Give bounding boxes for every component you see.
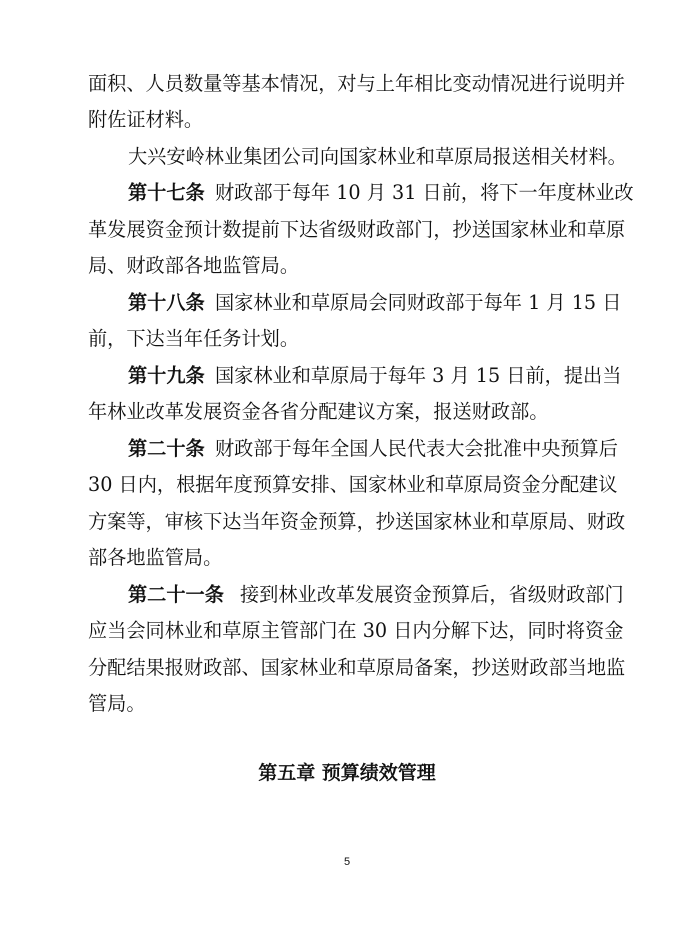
paragraph-line	[0, 541, 694, 575]
article-20	[0, 432, 694, 466]
paragraph-line	[0, 468, 694, 502]
chapter-title: 第五章 预算绩效管理	[258, 762, 436, 784]
page-number: 5	[343, 856, 351, 868]
paragraph-line	[0, 651, 694, 685]
text-line: 局、财政部各地监管局。	[88, 254, 300, 277]
article-21-title: 第二十一条	[128, 583, 224, 606]
article-18-title: 第十八条	[128, 291, 205, 314]
text-line: 前，下达当年任务计划。	[88, 327, 300, 350]
text-line: 分配结果报财政部、国家林业和草原局备案，抄送财政部当地监	[88, 656, 626, 679]
paragraph-line	[0, 140, 694, 174]
text-line: 方案等，审核下达当年资金预算，抄送国家林业和草原局、财政	[88, 510, 626, 533]
text-line: 管局。	[88, 692, 146, 715]
paragraph-line	[0, 505, 694, 539]
article-20-title: 第二十条	[128, 437, 205, 460]
text-line: 面积、人员数量等基本情况，对与上年相比变动情况进行说明并	[88, 72, 626, 95]
text-line: 应当会同林业和草原主管部门在 30 日内分解下达，同时将资金	[88, 619, 624, 642]
paragraph-line	[0, 395, 694, 429]
article-17-title: 第十七条	[128, 181, 205, 204]
text-line: 年林业改革发展资金各省分配建议方案，报送财政部。	[88, 400, 549, 423]
text-line: 国家林业和草原局会同财政部于每年 1 月 15 日	[215, 291, 622, 314]
text-line: 革发展资金预计数提前下达省级财政部门，抄送国家林业和草原	[88, 218, 626, 241]
paragraph-line	[0, 614, 694, 648]
article-19-title: 第十九条	[128, 364, 205, 387]
paragraph-line	[0, 322, 694, 356]
text-line: 大兴安岭林业集团公司向国家林业和草原局报送相关材料。	[128, 145, 627, 168]
article-17	[0, 176, 694, 210]
text-line: 附佐证材料。	[88, 108, 204, 131]
paragraph-line	[0, 687, 694, 721]
text-line: 30 日内，根据年度预算安排、国家林业和草原局资金分配建议	[88, 473, 618, 496]
text-line: 国家林业和草原局于每年 3 月 15 日前，提出当	[215, 364, 622, 387]
text-line: 部各地监管局。	[88, 546, 223, 569]
paragraph-line	[0, 213, 694, 247]
paragraph-line	[0, 67, 694, 101]
article-18	[0, 286, 694, 320]
paragraph-line	[0, 249, 694, 283]
text-line: 财政部于每年 10 月 31 日前，将下一年度林业改	[215, 181, 634, 204]
text-line: 接到林业改革发展资金预算后，省级财政部门	[240, 583, 624, 606]
text-line: 财政部于每年全国人民代表大会批准中央预算后	[215, 437, 618, 460]
article-21	[0, 578, 694, 612]
article-19	[0, 359, 694, 393]
paragraph-line	[0, 103, 694, 137]
